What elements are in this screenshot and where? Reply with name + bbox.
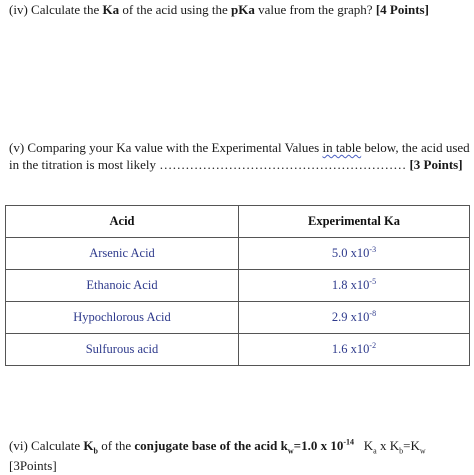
- eq-times-kb: x K: [376, 438, 400, 453]
- table-row: [6, 334, 470, 366]
- q5-points: [3 Points]: [409, 157, 463, 172]
- q4-suffix: value from the graph?: [254, 2, 376, 17]
- q6-equation: [363, 438, 426, 456]
- kw-exponent: -14: [343, 437, 355, 447]
- question-vi-line1: [9, 438, 426, 454]
- ka-value: [239, 238, 470, 270]
- header-experimental-ka: Experimental Ka: [239, 206, 470, 238]
- q4-prefix: (iv) Calculate the: [9, 2, 103, 17]
- q5-line1-prefix: (v) Comparing your Ka value with the Experimental Values: [9, 140, 323, 155]
- acid-name: Hypochlorous Acid: [6, 302, 239, 334]
- ka-exponent: -3: [369, 244, 377, 254]
- ka-value: [239, 270, 470, 302]
- q4-ka: Ka: [102, 2, 120, 17]
- question-v-line1: [9, 140, 470, 156]
- q4-pka: pKa: [231, 2, 255, 17]
- q5-line1-suffix: below, the acid used: [361, 140, 470, 155]
- q6-prefix: (vi) Calculate: [9, 438, 84, 453]
- ka-base: 5.0 x10: [331, 246, 370, 260]
- q4-points: [4 Points]: [375, 2, 429, 17]
- ka-exponent: -5: [369, 276, 377, 286]
- ka-base: 1.8 x10: [331, 278, 370, 292]
- kb-subscript: b: [93, 446, 98, 456]
- header-acid: Acid: [6, 206, 239, 238]
- ka-value: [239, 302, 470, 334]
- question-v-line2: [9, 157, 463, 173]
- table-row: [6, 302, 470, 334]
- table-header-row: [6, 206, 470, 238]
- ka-base: 1.6 x10: [331, 342, 370, 356]
- q6-kb: [83, 438, 98, 456]
- q4-mid: of the acid using the: [119, 2, 232, 17]
- kw-value: =1.0 x 10: [293, 438, 344, 453]
- eq-ka-letter: K: [363, 438, 374, 453]
- ka-base: 2.9 x10: [331, 310, 370, 324]
- question-iv: [9, 2, 429, 18]
- q6-conjugate-base: conjugate base of the acid: [134, 438, 278, 453]
- ka-exponent: -8: [369, 308, 377, 318]
- ka-exponent: -2: [369, 340, 377, 350]
- eq-equals-kw: =K: [403, 438, 420, 453]
- q6-points: [3Points]: [9, 458, 57, 473]
- q6-kw: [277, 437, 355, 456]
- table-row: [6, 238, 470, 270]
- kw-subscript: w: [287, 446, 294, 456]
- acid-name: Sulfurous acid: [6, 334, 239, 366]
- q5-underlined-phrase: in table: [322, 140, 362, 155]
- eq-kw-subscript: w: [419, 446, 426, 456]
- q6-mid: of the: [97, 438, 135, 453]
- ka-value: [239, 334, 470, 366]
- kw-letter: k: [277, 438, 288, 453]
- q5-line2-text: in the titration is most likely …………………………………………………: [9, 157, 410, 172]
- eq-ka-subscript: a: [373, 446, 377, 456]
- question-vi-line2: [9, 458, 57, 474]
- eq-kb-subscript: b: [399, 446, 404, 456]
- kb-letter: K: [83, 438, 94, 453]
- acid-name: Arsenic Acid: [6, 238, 239, 270]
- experimental-ka-table: [5, 205, 470, 366]
- table-row: [6, 270, 470, 302]
- acid-name: Ethanoic Acid: [6, 270, 239, 302]
